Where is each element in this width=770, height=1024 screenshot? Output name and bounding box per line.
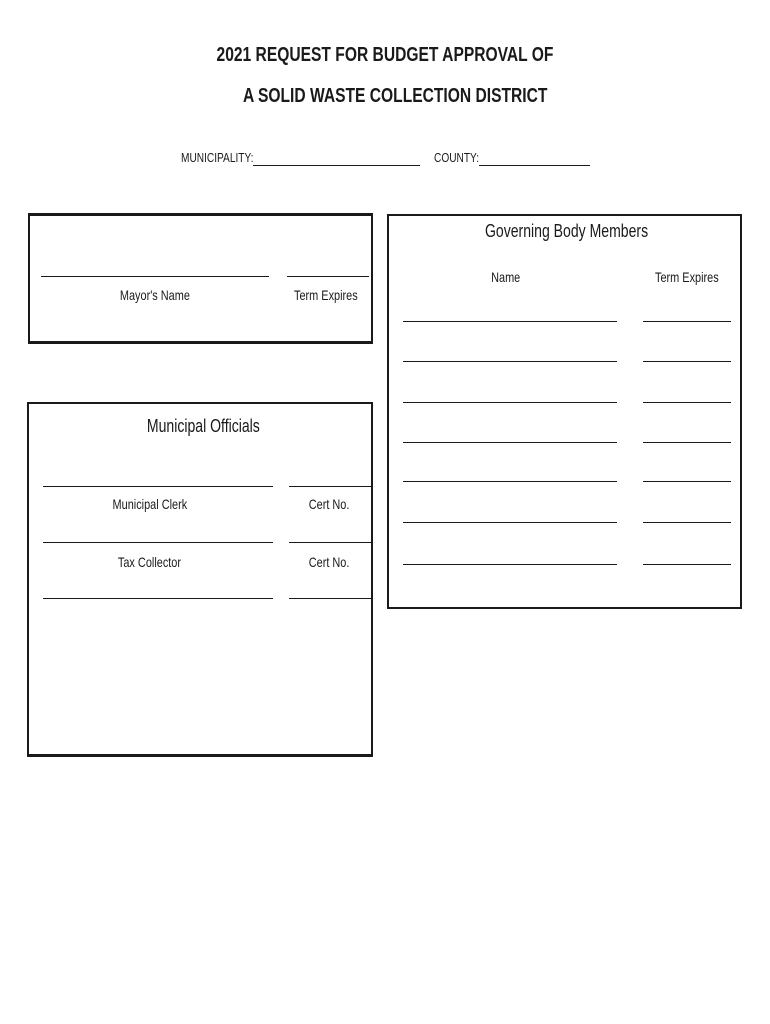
mayor-box — [28, 213, 373, 344]
member-2-name-field[interactable] — [403, 361, 617, 362]
clerk-cert-label: Cert No. — [308, 496, 350, 512]
clerk-name-field[interactable] — [43, 486, 273, 487]
county-label: COUNTY: — [434, 150, 480, 165]
mayor-name-field[interactable] — [41, 276, 269, 277]
extra-cert-field[interactable] — [289, 598, 372, 599]
county-field[interactable] — [479, 165, 590, 166]
governing-heading: Governing Body Members — [485, 221, 649, 241]
tax-cert-label: Cert No. — [308, 554, 350, 570]
member-6-term-field[interactable] — [643, 522, 731, 523]
member-2-term-field[interactable] — [643, 361, 731, 362]
tax-cert-field[interactable] — [289, 542, 372, 543]
member-7-term-field[interactable] — [643, 564, 731, 565]
member-5-term-field[interactable] — [643, 481, 731, 482]
governing-term-column: Term Expires — [655, 269, 719, 285]
mayor-term-field[interactable] — [287, 276, 369, 277]
municipality-label: MUNICIPALITY: — [181, 150, 254, 165]
member-4-term-field[interactable] — [643, 442, 731, 443]
mayor-term-label: Term Expires — [294, 287, 358, 303]
clerk-label: Municipal Clerk — [112, 496, 187, 512]
tax-label: Tax Collector — [117, 554, 182, 570]
member-7-name-field[interactable] — [403, 564, 617, 565]
officials-box — [27, 402, 373, 757]
form-title-line1 — [0, 44, 770, 67]
member-3-name-field[interactable] — [403, 402, 617, 403]
mayor-name-label: Mayor's Name — [119, 287, 191, 303]
member-4-name-field[interactable] — [403, 442, 617, 443]
member-3-term-field[interactable] — [643, 402, 731, 403]
extra-name-field[interactable] — [43, 598, 273, 599]
form-title-line1-text: 2021 REQUEST FOR BUDGET APPROVAL OF — [216, 44, 554, 66]
member-1-name-field[interactable] — [403, 321, 617, 322]
municipality-field[interactable] — [253, 165, 420, 166]
form-title-line2-text: A SOLID WASTE COLLECTION DISTRICT — [242, 85, 548, 107]
clerk-cert-field[interactable] — [289, 486, 372, 487]
tax-name-field[interactable] — [43, 542, 273, 543]
member-1-term-field[interactable] — [643, 321, 731, 322]
member-6-name-field[interactable] — [403, 522, 617, 523]
governing-name-column: Name — [491, 269, 521, 285]
form-title-line2 — [200, 85, 550, 108]
officials-heading: Municipal Officials — [146, 416, 260, 436]
member-5-name-field[interactable] — [403, 481, 617, 482]
